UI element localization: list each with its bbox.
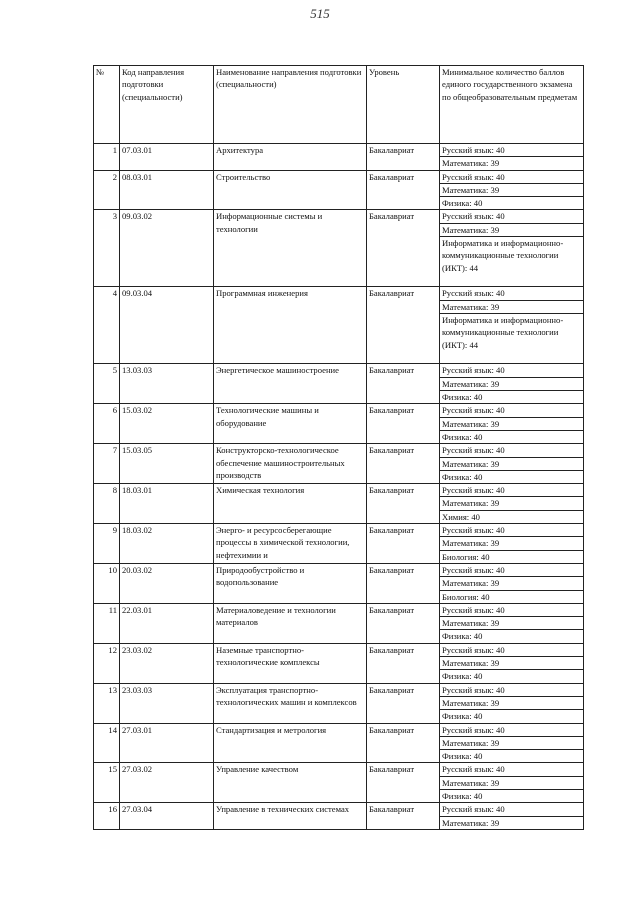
table-row	[94, 524, 584, 564]
direction-code: 13.03.03	[120, 364, 214, 404]
subject-score: Русский язык: 40	[440, 287, 583, 300]
education-level: Бакалавриат	[367, 210, 440, 287]
direction-name: Технологические машины и оборудование	[214, 404, 367, 444]
direction-code: 08.03.01	[120, 170, 214, 210]
header-name: Наименование направления подготовки (специальности)	[214, 66, 367, 144]
direction-code: 15.03.02	[120, 404, 214, 444]
subject-score: Русский язык: 40	[440, 604, 583, 617]
subject-score: Биология: 40	[442, 551, 490, 562]
row-number: 13	[94, 683, 120, 723]
table-row	[94, 643, 584, 683]
row-number: 3	[94, 210, 120, 287]
education-level: Бакалавриат	[367, 170, 440, 210]
table-body	[94, 144, 584, 830]
row-number: 15	[94, 763, 120, 803]
direction-code: 20.03.02	[120, 563, 214, 603]
header-min-score: Минимальное количество баллов единого государственного экзамена по общеобразовательным предметам	[440, 66, 584, 144]
direction-name: Архитектура	[214, 144, 367, 171]
subject-score: Русский язык: 40	[440, 484, 583, 497]
header-num: №	[94, 66, 120, 144]
min-score-cell	[440, 484, 584, 524]
subject-score: Физика: 40	[442, 790, 483, 801]
table-row	[94, 603, 584, 643]
table-row	[94, 803, 584, 830]
direction-code: 27.03.04	[120, 803, 214, 830]
education-level: Бакалавриат	[367, 524, 440, 564]
direction-name: Управление качеством	[214, 763, 367, 803]
min-score-cell	[440, 210, 584, 287]
subject-score: Русский язык: 40	[440, 171, 583, 184]
min-score-cell	[440, 144, 584, 171]
row-number: 7	[94, 444, 120, 484]
table-row	[94, 404, 584, 444]
header-level: Уровень	[367, 66, 440, 144]
min-score-cell	[440, 444, 584, 484]
table-row	[94, 144, 584, 171]
subject-score: Биология: 40	[442, 591, 490, 602]
row-number: 14	[94, 723, 120, 763]
education-level: Бакалавриат	[367, 563, 440, 603]
row-number: 5	[94, 364, 120, 404]
education-level: Бакалавриат	[367, 144, 440, 171]
min-score-cell	[440, 803, 584, 830]
row-number: 1	[94, 144, 120, 171]
table-row	[94, 287, 584, 364]
table-row	[94, 210, 584, 287]
education-level: Бакалавриат	[367, 683, 440, 723]
education-level: Бакалавриат	[367, 723, 440, 763]
min-score-cell	[440, 763, 584, 803]
subject-score: Математика: 39	[440, 497, 583, 510]
min-score-cell	[440, 643, 584, 683]
direction-name: Химическая технология	[214, 484, 367, 524]
table-row	[94, 484, 584, 524]
row-number: 12	[94, 643, 120, 683]
row-number: 2	[94, 170, 120, 210]
subject-score: Русский язык: 40	[440, 364, 583, 377]
subject-score: Физика: 40	[442, 631, 483, 642]
subject-score: Математика: 39	[440, 617, 583, 630]
subject-score: Русский язык: 40	[440, 404, 583, 417]
subject-score: Математика: 39	[440, 737, 583, 750]
direction-code: 22.03.01	[120, 603, 214, 643]
admission-table	[93, 65, 584, 830]
direction-code: 18.03.02	[120, 524, 214, 564]
table-header-row	[94, 66, 584, 144]
direction-code: 18.03.01	[120, 484, 214, 524]
subject-score: Математика: 39	[440, 184, 583, 197]
row-number: 10	[94, 563, 120, 603]
min-score-cell	[440, 524, 584, 564]
subject-score: Математика: 39	[440, 577, 583, 590]
row-number: 4	[94, 287, 120, 364]
subject-score: Математика: 39	[440, 301, 583, 314]
subject-score: Русский язык: 40	[440, 644, 583, 657]
subject-score: Физика: 40	[442, 198, 483, 209]
min-score-cell	[440, 723, 584, 763]
education-level: Бакалавриат	[367, 404, 440, 444]
subject-score: Математика: 39	[440, 777, 583, 790]
direction-name: Конструкторско-технологическое обеспечение машиностроительных производств	[214, 444, 367, 484]
subject-score: Математика: 39	[440, 224, 583, 237]
direction-code: 09.03.04	[120, 287, 214, 364]
direction-code: 23.03.02	[120, 643, 214, 683]
subject-score: Информатика и информационно-коммуникационные технологии (ИКТ): 44	[442, 315, 564, 350]
row-number: 11	[94, 603, 120, 643]
direction-name: Эксплуатация транспортно-технологических машин и комплексов	[214, 683, 367, 723]
subject-score: Русский язык: 40	[440, 564, 583, 577]
direction-code: 23.03.03	[120, 683, 214, 723]
direction-code: 27.03.02	[120, 763, 214, 803]
education-level: Бакалавриат	[367, 763, 440, 803]
table-row	[94, 683, 584, 723]
direction-name: Природообустройство и водопользование	[214, 563, 367, 603]
direction-name: Энерго- и ресурсосберегающие процессы в химической технологии, нефтехимии и	[214, 524, 367, 564]
direction-code: 27.03.01	[120, 723, 214, 763]
direction-code: 07.03.01	[120, 144, 214, 171]
subject-score: Математика: 39	[440, 458, 583, 471]
subject-score: Русский язык: 40	[440, 210, 583, 223]
subject-score: Физика: 40	[442, 471, 483, 482]
subject-score: Информатика и информационно-коммуникационные технологии (ИКТ): 44	[442, 238, 564, 273]
table-row	[94, 563, 584, 603]
min-score-cell	[440, 364, 584, 404]
table-row	[94, 763, 584, 803]
direction-name: Информационные системы и технологии	[214, 210, 367, 287]
subject-score: Математика: 39	[442, 158, 500, 169]
direction-name: Строительство	[214, 170, 367, 210]
row-number: 16	[94, 803, 120, 830]
direction-name: Управление в технических системах	[214, 803, 367, 830]
direction-name: Энергетическое машиностроение	[214, 364, 367, 404]
direction-name: Стандартизация и метрология	[214, 723, 367, 763]
direction-code: 15.03.05	[120, 444, 214, 484]
subject-score: Математика: 39	[440, 418, 583, 431]
subject-score: Математика: 39	[440, 657, 583, 670]
subject-score: Физика: 40	[442, 431, 483, 442]
page-number: 515	[310, 6, 330, 21]
education-level: Бакалавриат	[367, 364, 440, 404]
education-level: Бакалавриат	[367, 603, 440, 643]
table-row	[94, 170, 584, 210]
min-score-cell	[440, 287, 584, 364]
subject-score: Русский язык: 40	[440, 524, 583, 537]
subject-score: Математика: 39	[440, 697, 583, 710]
min-score-cell	[440, 603, 584, 643]
min-score-cell	[440, 404, 584, 444]
direction-name: Программная инженерия	[214, 287, 367, 364]
min-score-cell	[440, 683, 584, 723]
header-code: Код направления подготовки (специальности)	[120, 66, 214, 144]
subject-score: Математика: 39	[440, 537, 583, 550]
subject-score: Математика: 39	[442, 817, 500, 828]
education-level: Бакалавриат	[367, 287, 440, 364]
direction-name: Наземные транспортно-технологические комплексы	[214, 643, 367, 683]
min-score-cell	[440, 170, 584, 210]
education-level: Бакалавриат	[367, 643, 440, 683]
row-number: 8	[94, 484, 120, 524]
subject-score: Русский язык: 40	[440, 144, 583, 157]
subject-score: Русский язык: 40	[440, 444, 583, 457]
education-level: Бакалавриат	[367, 484, 440, 524]
subject-score: Русский язык: 40	[440, 763, 583, 776]
row-number: 9	[94, 524, 120, 564]
education-level: Бакалавриат	[367, 444, 440, 484]
subject-score: Химия: 40	[442, 511, 480, 522]
subject-score: Физика: 40	[442, 751, 483, 762]
subject-score: Русский язык: 40	[440, 724, 583, 737]
table-row	[94, 444, 584, 484]
table-row	[94, 723, 584, 763]
min-score-cell	[440, 563, 584, 603]
subject-score: Русский язык: 40	[440, 803, 583, 816]
direction-name: Материаловедение и технологии материалов	[214, 603, 367, 643]
table-row	[94, 364, 584, 404]
subject-score: Русский язык: 40	[440, 684, 583, 697]
subject-score: Математика: 39	[440, 378, 583, 391]
direction-code: 09.03.02	[120, 210, 214, 287]
row-number: 6	[94, 404, 120, 444]
subject-score: Физика: 40	[442, 392, 483, 403]
subject-score: Физика: 40	[442, 671, 483, 682]
subject-score: Физика: 40	[442, 711, 483, 722]
education-level: Бакалавриат	[367, 803, 440, 830]
